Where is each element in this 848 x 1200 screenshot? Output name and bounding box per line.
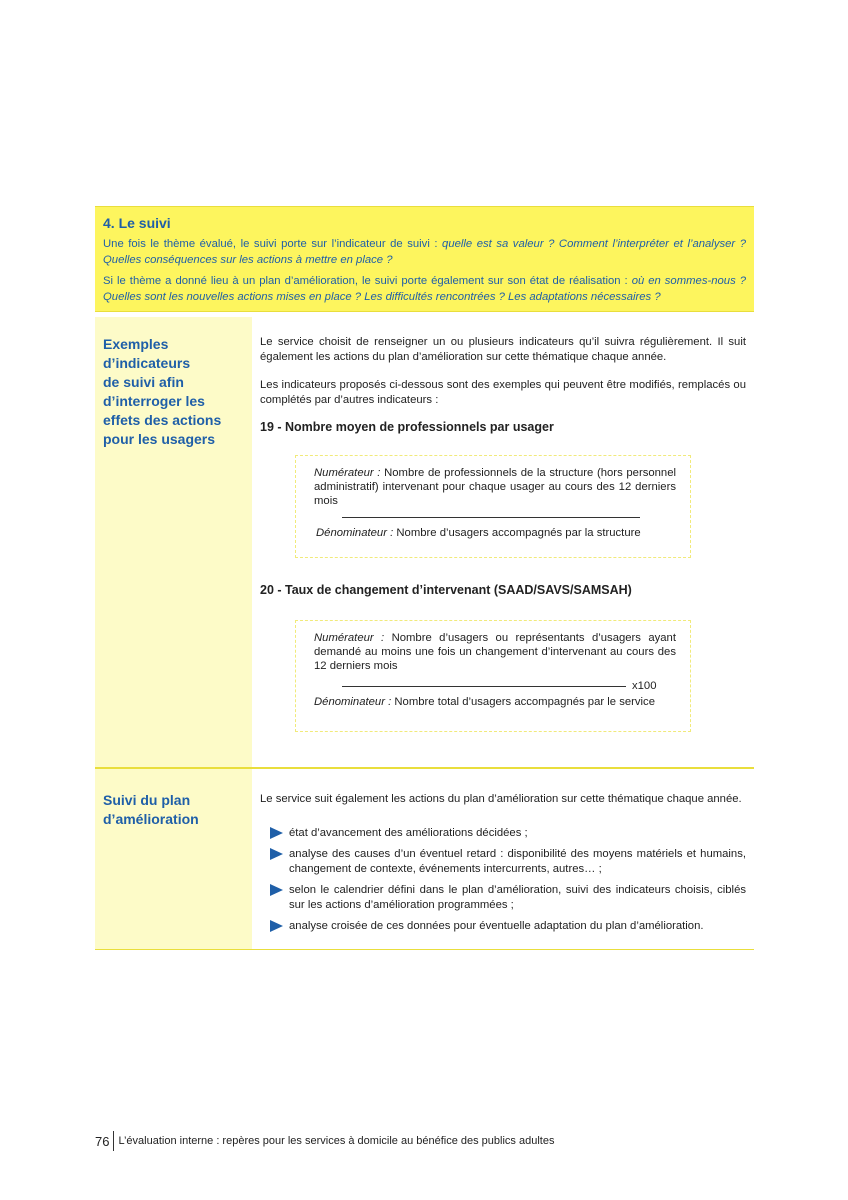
section-title: 4. Le suivi [103, 215, 171, 231]
improvement-plan-section [95, 768, 754, 950]
list-item-text: analyse des causes d’un éventuel retard : disponibilité des moyens matériels et humains, changement de contexte, événements intercurrents, autres… ; [289, 848, 746, 875]
numerator-label: Numérateur : [314, 467, 381, 479]
list-item-text: état d’avancement des améliorations décidées ; [289, 827, 528, 839]
indicator-19-formula-box [295, 455, 691, 558]
indicator-19-denominator [314, 526, 676, 540]
arrow-bullet-icon [270, 884, 283, 896]
denominator-label: Dénominateur : [314, 696, 392, 708]
section-header-box [95, 206, 754, 312]
list-item [260, 826, 746, 841]
header-p1-italic: quelle est sa valeur ? Comment l’interpréter et l’analyser ? Quelles conséquences sur les actions à mettre en place ? [103, 238, 746, 266]
indicator-19-title: 19 - Nombre moyen de professionnels par usager [260, 420, 554, 434]
improvement-content [260, 769, 754, 949]
header-paragraph-2 [103, 273, 746, 305]
denominator-text: Nombre total d’usagers accompagnés par le service [391, 696, 655, 708]
arrow-bullet-icon [270, 848, 283, 860]
indicators-sidebar-title: Exemples d’indicateurs de suivi afin d’interroger les effets des actions pour les usagers [103, 336, 222, 447]
indicator-20-denominator [314, 695, 676, 709]
denominator-text: Nombre d’usagers accompagnés par la structure [393, 527, 641, 539]
improvement-bullet-list [260, 826, 746, 940]
arrow-bullet-icon [270, 920, 283, 932]
numerator-text: Nombre de professionnels de la structure (hors personnel administratif) intervenant pour chaque usager au cours des 12 derniers mois [314, 467, 676, 507]
improvement-intro: Le service suit également les actions du plan d’amélioration sur cette thématique chaque année. [260, 793, 742, 805]
header-paragraph-1 [103, 236, 746, 268]
indicators-content [260, 317, 754, 767]
numerator-text: Nombre d’usagers ou représentants d’usagers ayant demandé au moins une fois un changement d’intervenant au cours des 12 derniers mois [314, 632, 676, 672]
list-item-text: selon le calendrier défini dans le plan d’amélioration, suivi des indicateurs choisis, ciblés sur les actions d’amélioration programmées ; [289, 884, 746, 911]
indicators-sidebar [95, 317, 252, 767]
indicator-19-numerator [314, 466, 676, 508]
improvement-sidebar [95, 769, 252, 949]
indicators-section [95, 317, 754, 768]
indicator-20-numerator [314, 631, 676, 673]
indicators-intro-1: Le service choisit de renseigner un ou plusieurs indicateurs qu’il suivra régulièrement. Il suit également les actions du plan d’amélioration sur cette thématique chaque année. [260, 336, 746, 363]
multiplier: x100 [632, 680, 657, 692]
fraction-line [342, 517, 640, 518]
header-p2-plain: Si le thème a donné lieu à un plan d’amélioration, le suivi porte également sur son état de réalisation : [103, 275, 632, 287]
fraction-line-row [342, 679, 676, 693]
indicator-20-formula-box [295, 620, 691, 732]
list-item [260, 919, 746, 934]
footer-divider [113, 1131, 114, 1151]
improvement-sidebar-title: Suivi du plan d’amélioration [103, 792, 199, 827]
arrow-bullet-icon [270, 827, 283, 839]
header-p1-plain: Une fois le thème évalué, le suivi porte sur l’indicateur de suivi : [103, 238, 443, 250]
list-item-text: analyse croisée de ces données pour éventuelle adaptation du plan d’amélioration. [289, 920, 704, 932]
fraction-line [342, 686, 626, 687]
footer-text: L’évaluation interne : repères pour les services à domicile au bénéfice des publics adultes [118, 1135, 555, 1147]
page-number: 76 [95, 1133, 110, 1149]
numerator-label: Numérateur : [314, 632, 385, 644]
list-item [260, 883, 746, 913]
indicators-intro-2: Les indicateurs proposés ci-dessous sont des exemples qui peuvent être modifiés, remplacés ou complétés par d’autres indicateurs : [260, 379, 746, 406]
header-p2-italic: où en sommes-nous ? Quelles sont les nouvelles actions mises en place ? Les difficultés rencontrées ? Les adaptations nécessaires ? [103, 275, 746, 303]
indicator-20-title: 20 - Taux de changement d’intervenant (SAAD/SAVS/SAMSAH) [260, 583, 632, 597]
denominator-label: Dénominateur : [316, 527, 394, 539]
list-item [260, 847, 746, 877]
page-footer [95, 1131, 554, 1151]
